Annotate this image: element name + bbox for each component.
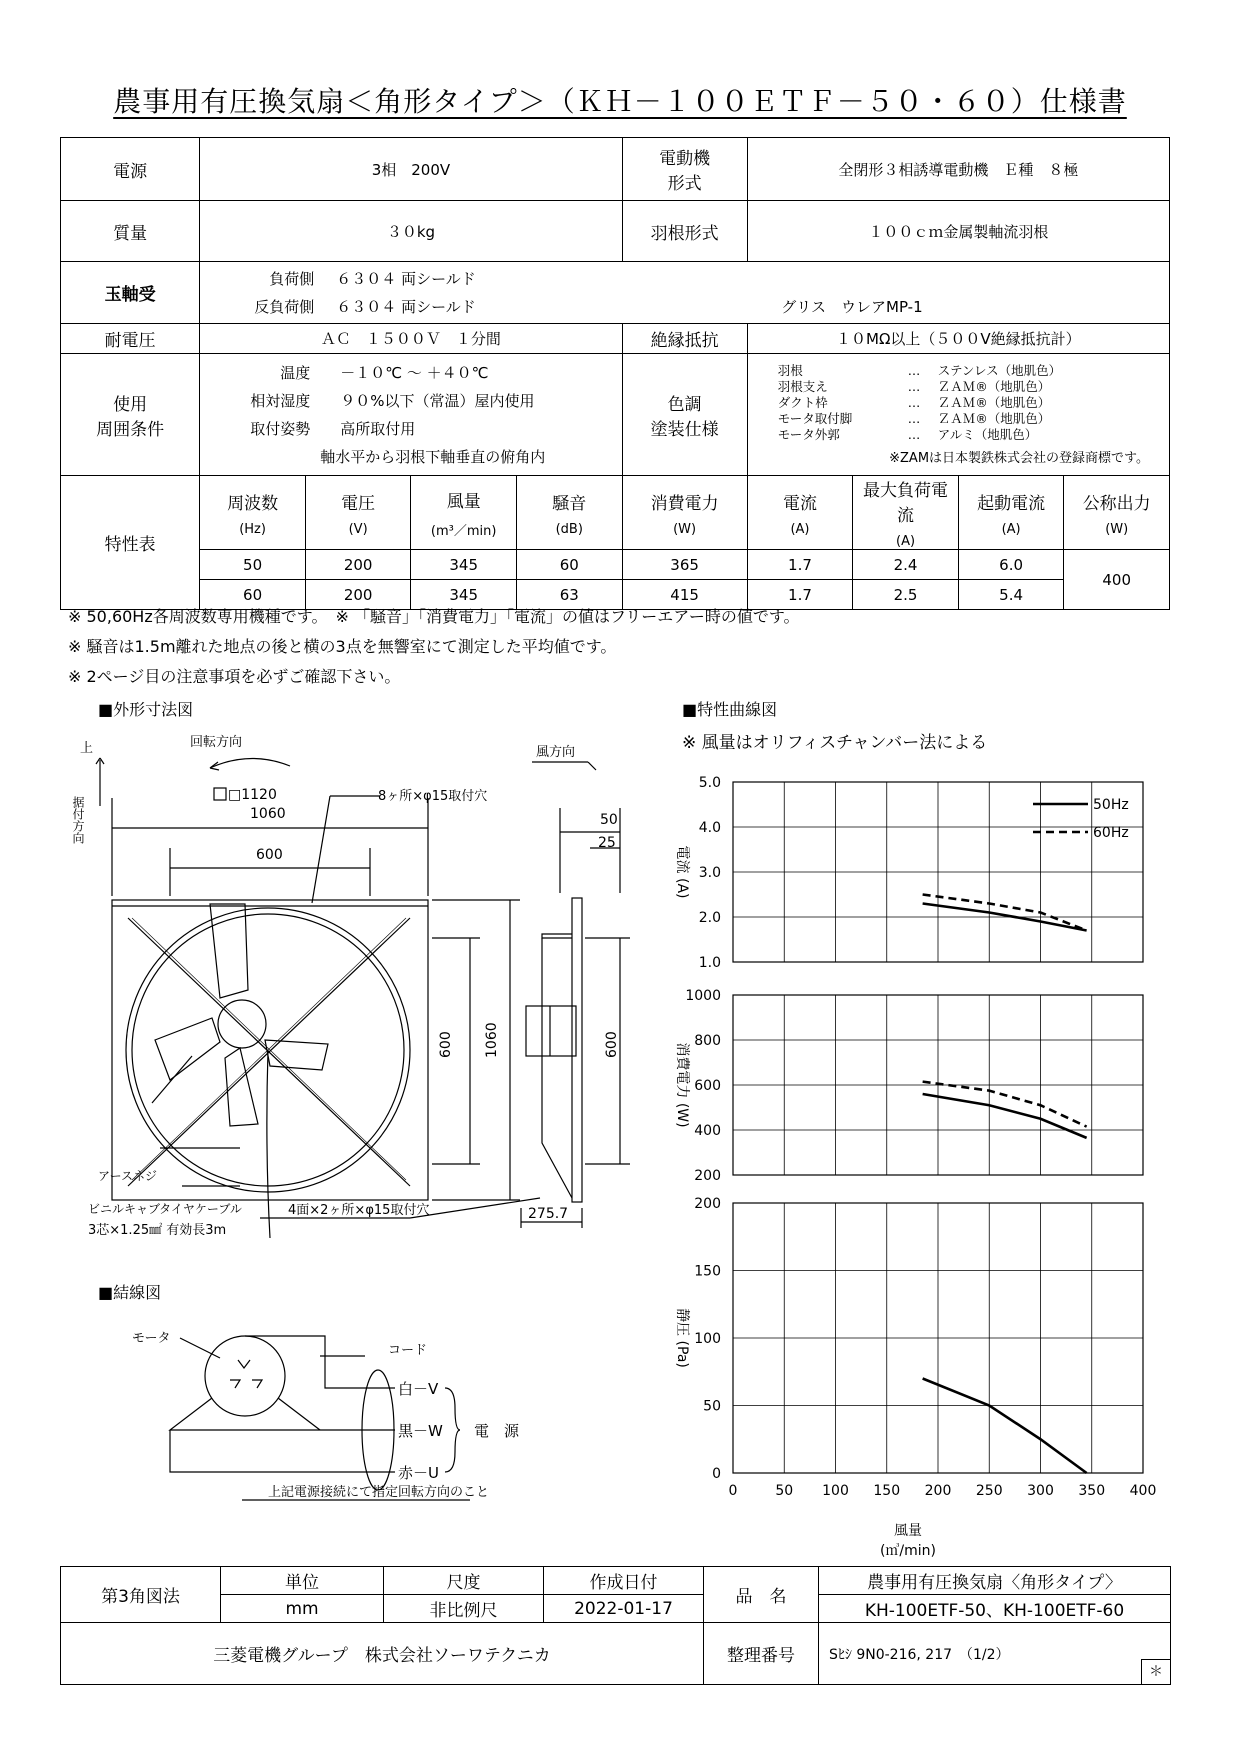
bearing-cell (200, 262, 1170, 324)
char-cell: 63 (516, 580, 622, 610)
char-label: 特性表 (61, 476, 200, 610)
svg-text:黒－W: 黒－W (398, 1422, 443, 1440)
y-tick-label: 50 (703, 1398, 721, 1415)
nominal-output: 400 (1064, 550, 1170, 610)
scale-value: 非比例尺 (384, 1595, 544, 1623)
revision-mark: ＊ (1141, 1659, 1170, 1684)
char-header-v: 電圧 (V) (305, 476, 411, 550)
y-axis-label: 電流 (A) (674, 845, 690, 899)
unit-label: 単位 (221, 1567, 384, 1595)
char-cell: 5.4 (958, 580, 1064, 610)
title-block (60, 1566, 1171, 1685)
unit-value: mm (221, 1595, 384, 1623)
color-cell (747, 354, 1169, 476)
x-axis-unit: (㎥/min) (879, 1543, 937, 1559)
svg-text:4面×2ヶ所×φ15取付穴: 4面×2ヶ所×φ15取付穴 (288, 1203, 430, 1218)
mass-label: 質量 (61, 201, 200, 262)
svg-text:600: 600 (256, 847, 283, 863)
svg-text:風方向: 風方向 (536, 745, 576, 760)
char-cell: 415 (622, 580, 747, 610)
x-tick-label: 200 (924, 1483, 952, 1499)
chart-panel (674, 775, 1143, 971)
motor-label: 電動機 形式 (622, 138, 747, 201)
svg-text:1060: 1060 (250, 806, 286, 822)
char-cell: 365 (622, 550, 747, 580)
zam-note: ※ZAMは日本製鉄株式会社の登録商標です。 (889, 451, 1149, 466)
char-header-hz: 周波数 (Hz) (200, 476, 306, 550)
power-value: 3相 200V (200, 138, 622, 201)
wiring-diagram (120, 1318, 580, 1508)
y-tick-label: 2.0 (698, 910, 721, 926)
date-value: 2022-01-17 (544, 1595, 704, 1623)
env-label: 使用 周囲条件 (61, 354, 200, 476)
svg-text:600: 600 (604, 1031, 620, 1058)
note-3: ※ 2ページ目の注意事項を必ずご確認下さい。 (68, 667, 401, 686)
legend-label: 50Hz (1093, 797, 1129, 813)
char-header-current: 電流 (A) (747, 476, 853, 550)
svg-text:上記電源接続にて指定回転方向のこと: 上記電源接続にて指定回転方向のこと (268, 1485, 490, 1500)
char-cell: 1.7 (747, 580, 853, 610)
svg-text:回転方向: 回転方向 (190, 735, 243, 750)
char-cell: 6.0 (958, 550, 1064, 580)
insulation-label: 絶縁抵抗 (622, 324, 747, 354)
y-axis-label: 消費電力 (W) (674, 1042, 690, 1128)
bearing-load-label: 負荷側 (269, 270, 315, 288)
y-tick-label: 3.0 (698, 865, 721, 881)
char-cell: 50 (200, 550, 306, 580)
char-cell: 345 (411, 550, 517, 580)
char-cell: 1.7 (747, 550, 853, 580)
char-cell: 2.5 (853, 580, 959, 610)
char-cell: 2.4 (853, 550, 959, 580)
svg-text:電 源: 電 源 (474, 1422, 520, 1440)
chart-note: ※ 風量はオリフィスチャンバー法による (682, 733, 988, 753)
color-item: モータ外郭 … アルミ（地肌色） (777, 427, 1038, 442)
svg-text:275.7: 275.7 (528, 1206, 569, 1222)
y-tick-label: 4.0 (698, 820, 721, 836)
characteristic-charts (674, 770, 1180, 1570)
svg-text:600: 600 (438, 1031, 454, 1058)
product-name-2: KH-100ETF-50、KH-100ETF-60 (819, 1595, 1171, 1623)
svg-text:8ヶ所×φ15取付穴: 8ヶ所×φ15取付穴 (378, 789, 488, 804)
char-cell: 60 (516, 550, 622, 580)
ref-label: 整理番号 (704, 1623, 819, 1685)
color-item: モータ取付脚 … ＺＡＭ®（地肌色） (777, 411, 1051, 426)
char-cell: 200 (305, 580, 411, 610)
y-tick-label: 200 (694, 1196, 721, 1212)
char-cell: 345 (411, 580, 517, 610)
y-tick-label: 1.0 (698, 955, 721, 971)
series-line (923, 1082, 1087, 1127)
chart-panel (674, 988, 1143, 1184)
bearing-counter-value: ６３０４ 両シールド (336, 298, 476, 316)
y-tick-label: 600 (694, 1078, 721, 1094)
x-tick-label: 300 (1027, 1483, 1054, 1499)
x-tick-label: 150 (873, 1483, 901, 1499)
series-line (923, 1379, 1087, 1474)
document-title: 農事用有圧換気扇＜角形タイプ＞（ＫＨ－１００ＥＴＦ－５０・６０）仕様書 (113, 85, 1127, 118)
svg-text:上: 上 (80, 741, 94, 756)
y-tick-label: 5.0 (698, 775, 721, 791)
svg-text:据付方向: 据付方向 (71, 796, 85, 844)
x-axis-label: 風量 (894, 1523, 922, 1539)
bearing-label: 玉軸受 (61, 262, 200, 324)
x-tick-label: 350 (1078, 1483, 1106, 1499)
color-label: 色調 塗装仕様 (622, 354, 747, 476)
blade-type-label: 羽根形式 (622, 201, 747, 262)
projection: 第3角図法 (61, 1567, 221, 1623)
y-tick-label: 800 (694, 1033, 721, 1049)
svg-text:□1120: □1120 (228, 787, 277, 803)
chart-panel (674, 1196, 1156, 1559)
char-cell: 60 (200, 580, 306, 610)
ref-value: Sﾋｼ 9N0-216, 217 （1/2） (829, 1646, 1010, 1663)
product-name-1: 農事用有圧換気扇〈角形タイプ〉 (819, 1567, 1171, 1595)
svg-text:25: 25 (598, 835, 616, 851)
ref-cell (819, 1623, 1171, 1685)
char-header-noise: 騒音 (dB) (516, 476, 622, 550)
note-2: ※ 騒音は1.5m離れた地点の後と横の3点を無響室にて測定した平均値です。 (68, 637, 617, 656)
char-header-flow: 風量 (m³／min) (411, 476, 517, 550)
svg-text:3芯×1.25㎟ 有効長3m: 3芯×1.25㎟ 有効長3m (88, 1223, 227, 1238)
svg-text:モータ: モータ (132, 1331, 171, 1346)
chart-heading: ■特性曲線図 (682, 700, 778, 719)
bearing-counter-label: 反負荷側 (254, 298, 315, 316)
x-tick-label: 250 (975, 1483, 1003, 1499)
svg-text:50: 50 (600, 812, 618, 828)
insulation-value: １０MΩ以上（５００V絶縁抵抗計） (747, 324, 1169, 354)
motor-value: 全閉形３相誘導電動機 Ｅ種 ８極 (747, 138, 1169, 201)
product-label: 品 名 (704, 1567, 819, 1623)
spec-table (60, 137, 1170, 610)
x-tick-label: 100 (822, 1483, 849, 1499)
y-tick-label: 150 (694, 1263, 721, 1280)
char-header-output: 公称出力 (W) (1064, 476, 1170, 550)
date-label: 作成日付 (544, 1567, 704, 1595)
y-tick-label: 1000 (685, 988, 721, 1004)
withstand-label: 耐電圧 (61, 324, 200, 354)
color-item: ダクト枠 … ＺＡＭ®（地肌色） (777, 395, 1051, 410)
note-1: ※ 50,60Hz各周波数専用機種です。 ※ 「騒音」「消費電力」「電流」の値はフリーエアー時の値です。 (68, 607, 800, 626)
env-cell: 温度 －１０℃ ～ ＋４０℃ 相対湿度 ９０%以下（常温）屋内使用 取付姿勢 高所取付用 軸水平から羽根下軸垂直の俯角内 (200, 354, 622, 476)
x-tick-label: 50 (775, 1483, 794, 1499)
y-axis-label: 静圧 (Pa) (674, 1308, 690, 1368)
svg-text:赤－U: 赤－U (398, 1464, 439, 1482)
withstand-value: ＡＣ １５００Ｖ １分間 (200, 324, 622, 354)
char-cell: 200 (305, 550, 411, 580)
color-item: 羽根支え … ＺＡＭ®（地肌色） (777, 379, 1051, 394)
svg-text:コード: コード (388, 1343, 428, 1358)
char-header-max-current: 最大負荷電流 (A) (853, 476, 959, 550)
svg-text:1060: 1060 (484, 1022, 500, 1058)
char-header-power: 消費電力 (W) (622, 476, 747, 550)
company-name: 三菱電機グループ 株式会社ソーワテクニカ (61, 1623, 704, 1685)
svg-text:アースネジ: アースネジ (98, 1169, 158, 1183)
mass-value: ３０kg (200, 201, 622, 262)
wiring-heading: ■結線図 (98, 1283, 162, 1302)
outline-heading: ■外形寸法図 (98, 700, 194, 719)
blade-type-value: １００ｃｍ金属製軸流羽根 (747, 201, 1169, 262)
x-tick-label: 400 (1129, 1483, 1157, 1499)
y-tick-label: 400 (694, 1123, 721, 1139)
svg-text:白－V: 白－V (398, 1380, 439, 1398)
y-tick-label: 100 (694, 1331, 721, 1347)
svg-text:ビニルキャブタイヤケーブル: ビニルキャブタイヤケーブル (88, 1202, 242, 1216)
bearing-load-value: ６３０４ 両シールド (336, 270, 476, 288)
y-tick-label: 200 (694, 1168, 721, 1184)
scale-label: 尺度 (384, 1567, 544, 1595)
x-tick-label: 0 (728, 1483, 738, 1499)
legend-label: 60Hz (1093, 825, 1129, 841)
grease-value: グリス ウレアMP-1 (781, 298, 923, 316)
char-header-start-current: 起動電流 (A) (958, 476, 1064, 550)
color-item: 羽根 … ステンレス（地肌色） (777, 363, 1062, 378)
y-tick-label: 0 (712, 1466, 721, 1482)
power-label: 電源 (61, 138, 200, 201)
outline-drawing (60, 728, 660, 1258)
